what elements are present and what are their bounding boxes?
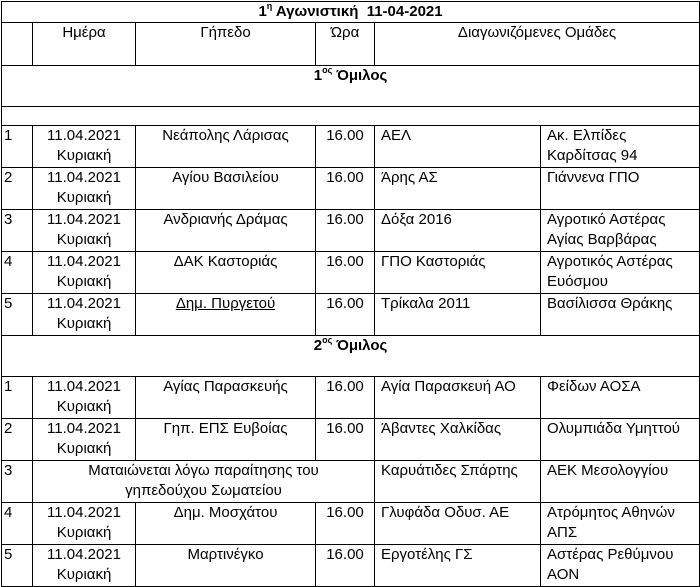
match-weekday: Κυριακή (56, 147, 112, 164)
match-weekday: Κυριακή (56, 524, 112, 541)
match-weekday: Κυριακή (56, 398, 112, 415)
match-no: 4 (2, 503, 33, 545)
match-cancelled-note (33, 461, 375, 503)
match-time: 16.00 (316, 419, 375, 461)
match-weekday: Κυριακή (56, 189, 112, 206)
match-no: 5 (2, 545, 33, 587)
round-ordinal-sup: η (266, 1, 273, 11)
match-home: Αγία Παρασκευή ΑΟ (375, 377, 541, 419)
match-venue: Γηπ. ΕΠΣ Ευβοίας (136, 419, 316, 461)
match-away: ΑΕΚ Μεσολογγίου (541, 461, 700, 503)
match-weekday: Κυριακή (56, 315, 112, 332)
header-venue: Γήπεδο (136, 23, 316, 66)
match-weekday: Κυριακή (56, 566, 112, 583)
match-no: 2 (2, 419, 33, 461)
group-1-label (2, 66, 700, 107)
match-venue: Αγίας Παρασκευής (136, 377, 316, 419)
table-row (2, 210, 700, 252)
match-venue: Μαρτινέγκο (136, 545, 316, 587)
table-row (2, 377, 700, 419)
match-home: ΓΠΟ Καστοριάς (375, 252, 541, 294)
spacer-cell (2, 107, 700, 126)
match-time: 16.00 (316, 126, 375, 168)
table-row (2, 294, 700, 336)
match-weekday: Κυριακή (56, 231, 112, 248)
header-num (2, 23, 33, 66)
header-row (2, 23, 700, 66)
match-day (33, 419, 136, 461)
match-home: Τρίκαλα 2011 (375, 294, 541, 336)
match-day (33, 168, 136, 210)
match-time: 16.00 (316, 294, 375, 336)
cancel-line-1: Ματαιώνεται λόγω παραίτησης του (88, 462, 319, 479)
group-2-num: 2 (313, 337, 323, 354)
match-away: Ατρόμητος Αθηνών ΑΠΣ (541, 503, 700, 545)
match-date: 11.04.2021 (47, 253, 121, 270)
round-title-text: Αγωνιστική 11-04-2021 (272, 3, 443, 20)
table-row (2, 545, 700, 587)
header-time: Ώρα (316, 23, 375, 66)
match-day (33, 210, 136, 252)
table-row (2, 461, 700, 503)
group-1-num: 1 (313, 67, 323, 84)
match-day (33, 294, 136, 336)
match-day (33, 545, 136, 587)
match-no: 5 (2, 294, 33, 336)
match-home: Άβαντες Χαλκίδας (375, 419, 541, 461)
round-title (2, 2, 700, 23)
table-row (2, 252, 700, 294)
table-row (2, 126, 700, 168)
header-day: Ημέρα (33, 23, 136, 66)
group-2-label (2, 336, 700, 377)
group-1-row (2, 66, 700, 107)
match-away: Ακ. Ελπίδες Καρδίτσας 94 (541, 126, 700, 168)
round-ordinal: 1 (258, 3, 267, 20)
match-no: 3 (2, 461, 33, 503)
match-time: 16.00 (316, 503, 375, 545)
match-date: 11.04.2021 (47, 546, 121, 563)
match-date: 11.04.2021 (47, 378, 121, 395)
match-date: 11.04.2021 (47, 420, 121, 437)
match-away: Φείδων ΑΟΣΑ (541, 377, 700, 419)
match-weekday: Κυριακή (56, 440, 112, 457)
match-venue: Αγίου Βασιλείου (136, 168, 316, 210)
match-time: 16.00 (316, 252, 375, 294)
match-date: 11.04.2021 (47, 169, 121, 186)
match-date: 11.04.2021 (47, 295, 121, 312)
match-day (33, 377, 136, 419)
match-away: Ολυμπιάδα Υμηττού (541, 419, 700, 461)
match-away: Αστέρας Ρεθύμνου ΑΟΝ (541, 545, 700, 587)
group-2-text: Όμιλος (332, 337, 388, 354)
match-day (33, 503, 136, 545)
match-time: 16.00 (316, 210, 375, 252)
match-venue: Ανδριανής Δράμας (136, 210, 316, 252)
match-date: 11.04.2021 (47, 127, 121, 144)
group-2-sup: ος (322, 335, 333, 345)
venue-link[interactable]: Δημ. Πυργετού (175, 295, 276, 312)
match-date: 11.04.2021 (47, 504, 121, 521)
match-time: 16.00 (316, 545, 375, 587)
match-away: Αγροτικός Αστέρας Ευόσμου (541, 252, 700, 294)
match-away: Γιάννενα ΓΠΟ (541, 168, 700, 210)
match-home: Εργοτέλης ΓΣ (375, 545, 541, 587)
match-day (33, 252, 136, 294)
table-row (2, 168, 700, 210)
match-venue: Νεάπολης Λάρισας (136, 126, 316, 168)
match-home: Καρυάτιδες Σπάρτης (375, 461, 541, 503)
match-home: Δόξα 2016 (375, 210, 541, 252)
match-home: Άρης ΑΣ (375, 168, 541, 210)
match-home: ΑΕΛ (375, 126, 541, 168)
match-home: Γλυφάδα Οδυσ. ΑΕ (375, 503, 541, 545)
title-row (2, 2, 700, 23)
header-teams: Διαγωνιζόμενες Ομάδες (375, 23, 700, 66)
group-1-sup: ος (322, 65, 333, 75)
match-schedule-table (1, 1, 700, 587)
match-time: 16.00 (316, 168, 375, 210)
table-row (2, 419, 700, 461)
match-venue: Δημ. Μοσχάτου (136, 503, 316, 545)
match-weekday: Κυριακή (56, 273, 112, 290)
match-venue: ΔΑΚ Καστοριάς (136, 252, 316, 294)
match-day (33, 126, 136, 168)
group-2-row (2, 336, 700, 377)
table-row (2, 503, 700, 545)
match-no: 1 (2, 126, 33, 168)
match-away: Αγροτικό Αστέρας Αγίας Βαρβάρας (541, 210, 700, 252)
group-1-text: Όμιλος (332, 67, 388, 84)
match-no: 3 (2, 210, 33, 252)
match-venue (136, 294, 316, 336)
group-1-spacer (2, 107, 700, 126)
match-no: 4 (2, 252, 33, 294)
match-time: 16.00 (316, 377, 375, 419)
match-date: 11.04.2021 (47, 211, 121, 228)
cancel-line-2: γηπεδούχου Σωματείου (125, 482, 282, 499)
match-away: Βασίλισσα Θράκης (541, 294, 700, 336)
match-no: 1 (2, 377, 33, 419)
match-no: 2 (2, 168, 33, 210)
